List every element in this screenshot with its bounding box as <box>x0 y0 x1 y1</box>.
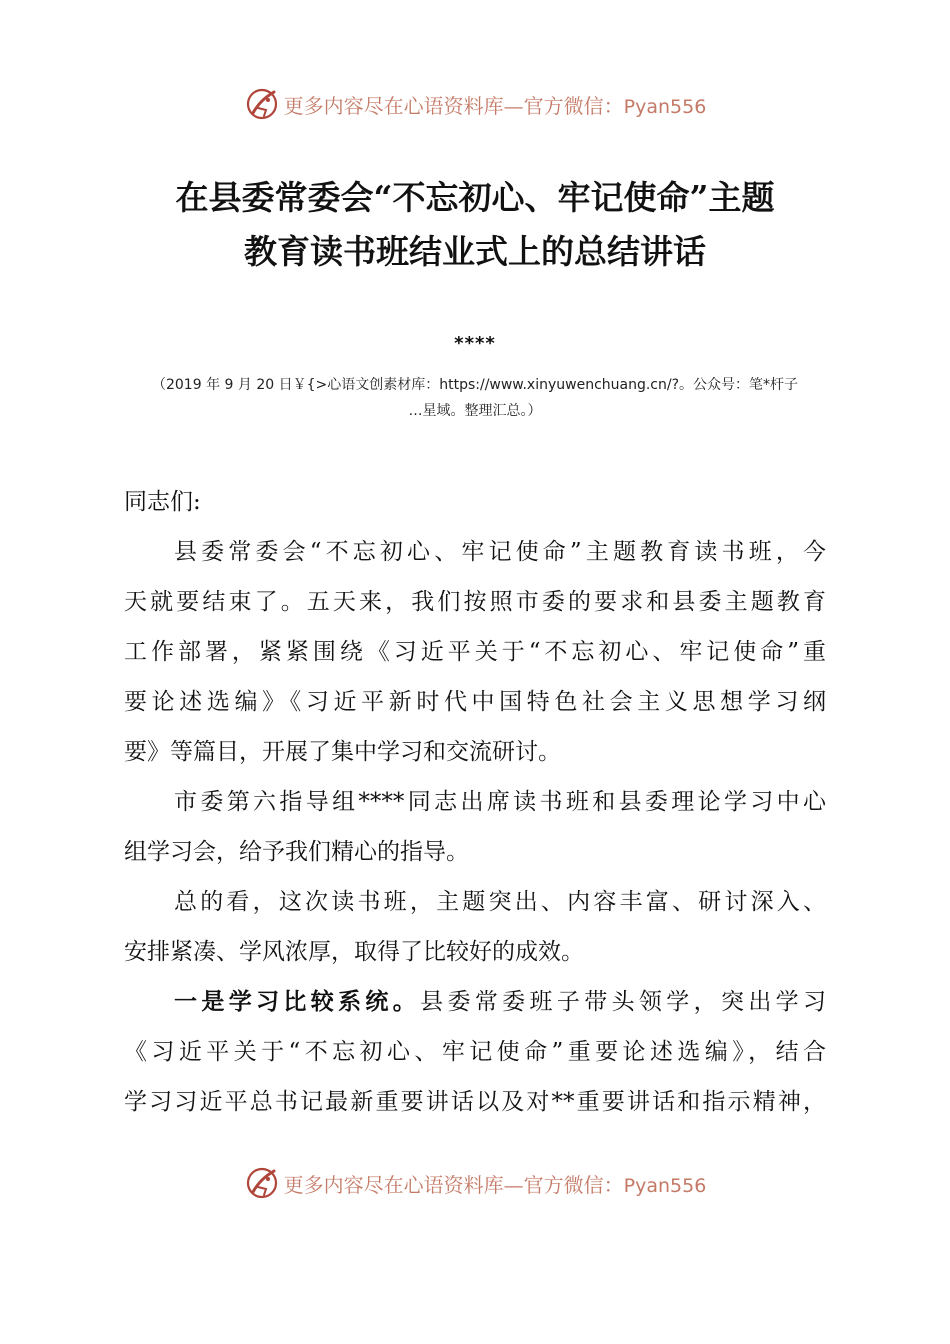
document-title-line-2: 教育读书班结业式上的总结讲话 <box>244 232 706 271</box>
paragraph-1-line-2: 天就要结束了。五天来，我们按照市委的要求和县委主题教育 <box>124 589 826 615</box>
brand-logo-icon <box>244 86 280 122</box>
footer-watermark-banner <box>0 1163 950 1203</box>
paragraph-2-line-1: 市委第六指导组****同志出席读书班和县委理论学习中心 <box>174 789 826 815</box>
header-watermark-banner <box>0 84 950 124</box>
source-note-line-1: （2019 年 9 月 20 日￥{>心语文创素材库：https://www.xinyuwenchuang.cn/?。公众号：笔*杆子 <box>151 377 799 393</box>
paragraph-4-line-1-text: 县委常委班子带头领学，突出学习 <box>420 989 827 1015</box>
paragraph-1-line-5: 要》等篇目，开展了集中学习和交流研讨。 <box>124 739 561 765</box>
banner-slogan: 更多内容尽在心语资料库—官方微信： <box>283 93 624 118</box>
paragraph-2-line-2: 组学习会，给予我们精心的指导。 <box>124 839 469 865</box>
paragraph-4-line-3: 学习习近平总书记最新重要讲话以及对**重要讲话和指示精神， <box>124 1089 826 1115</box>
banner-text <box>284 1169 707 1198</box>
author-name: **** <box>454 333 496 354</box>
brand-logo-icon <box>244 1165 280 1201</box>
paragraph-1-line-3: 工作部署，紧紧围绕《习近平关于“不忘初心、牢记使命”重 <box>124 639 826 665</box>
banner-wechat-id: Pyan556 <box>623 95 707 118</box>
paragraph-4-lead: 一是学习比较系统。 <box>174 988 421 1015</box>
banner-text <box>284 90 707 119</box>
paragraph-1-line-4: 要论述选编》《习近平新时代中国特色社会主义思想学习纲 <box>124 689 826 715</box>
document-title-line-1: 在县委常委会“不忘初心、牢记使命”主题 <box>175 178 775 217</box>
paragraph-1-line-1: 县委常委会“不忘初心、牢记使命”主题教育读书班，今 <box>174 539 826 565</box>
greeting: 同志们: <box>124 489 201 515</box>
banner-slogan: 更多内容尽在心语资料库—官方微信： <box>283 1172 624 1197</box>
paragraph-4-line-2: 《习近平关于“不忘初心、牢记使命”重要论述选编》，结合 <box>124 1039 826 1065</box>
banner-wechat-id: Pyan556 <box>623 1174 707 1197</box>
paragraph-4-line-1 <box>174 983 826 1016</box>
paragraph-3-line-1: 总的看，这次读书班，主题突出、内容丰富、研讨深入、 <box>174 889 826 915</box>
paragraph-3-line-2: 安排紧凑、学风浓厚，取得了比较好的成效。 <box>124 939 584 965</box>
source-note-line-2: …星域。整理汇总。） <box>408 403 542 419</box>
